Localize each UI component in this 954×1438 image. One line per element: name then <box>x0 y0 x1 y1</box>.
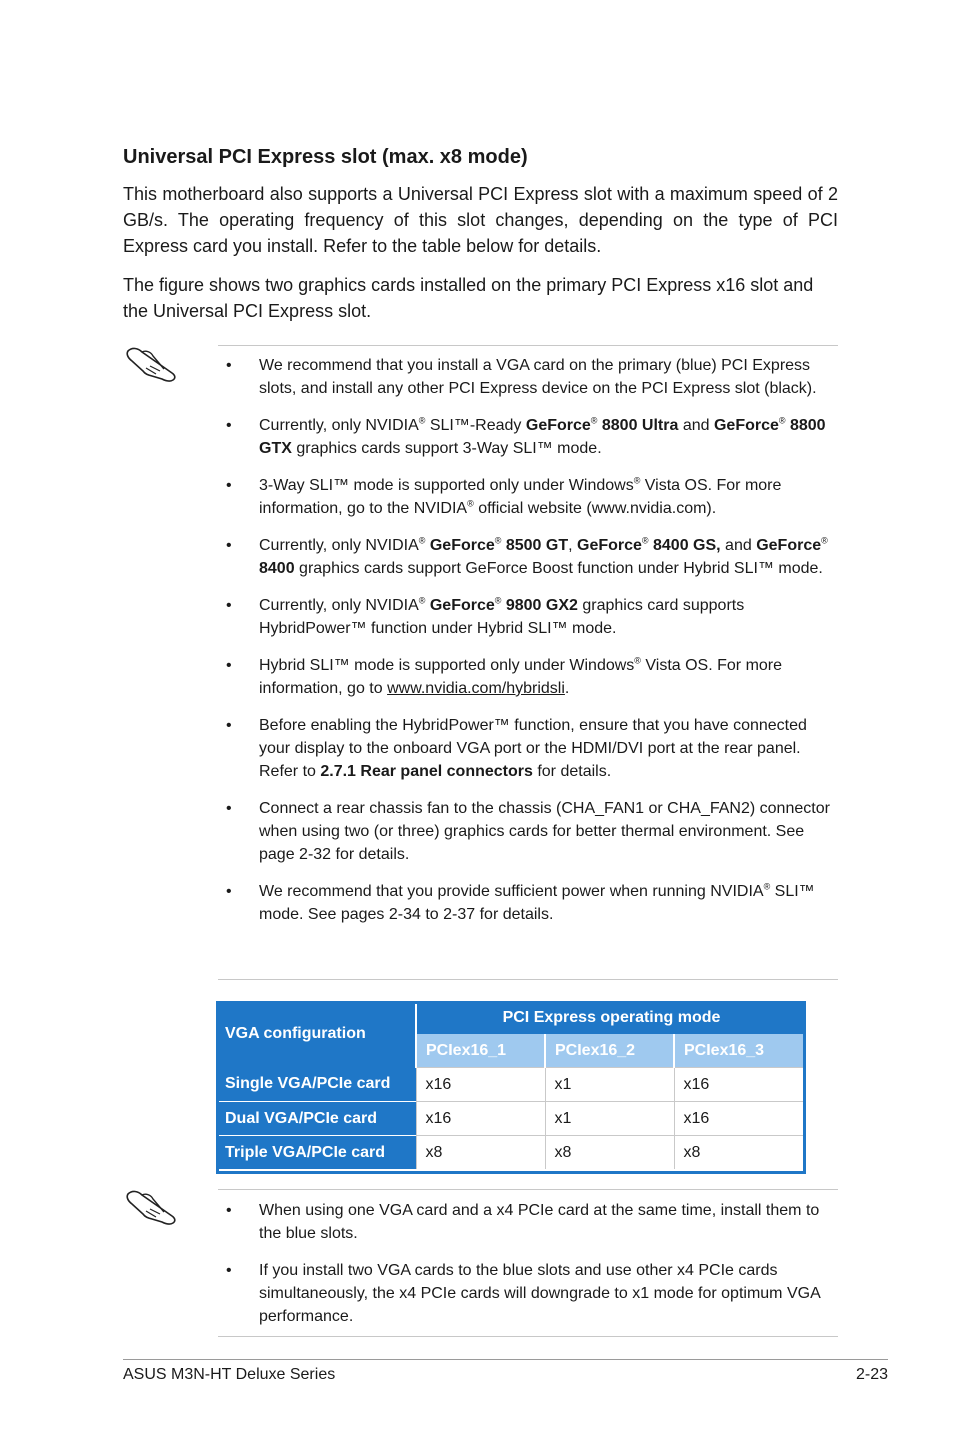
list-item: • Currently, only NVIDIA® SLI™-Ready GeForce® 8800 Ultra and GeForce® 8800 GTX graphics cards support 3-Way SLI™ mode. <box>226 415 826 457</box>
section-heading: Universal PCI Express slot (max. x8 mode) <box>123 146 528 168</box>
col-header: PCIex16_3 <box>674 1034 806 1068</box>
list-item: • 3-Way SLI™ mode is supported only under Windows® Vista OS. For more information, go to the NVIDIA® official website (www.nvidia.com). <box>226 475 782 517</box>
figure-paragraph: The figure shows two graphics cards installed on the primary PCI Express x16 slot and the Universal PCI Express slot. <box>123 275 814 321</box>
table-cell: x8 <box>545 1136 674 1170</box>
row-header: Dual VGA/PCIe card <box>216 1102 416 1136</box>
list-item: • Currently, only NVIDIA® GeForce® 9800 GX2 graphics card supports HybridPower™ function under Hybrid SLI™ mode. <box>226 595 745 637</box>
pcie-mode-table <box>216 1001 806 1169</box>
footer-product: ASUS M3N-HT Deluxe Series <box>123 1366 336 1383</box>
table-row <box>216 1136 806 1170</box>
table-cell: x16 <box>674 1068 806 1102</box>
list-item: • We recommend that you install a VGA card on the primary (blue) PCI Express slots, and install any other PCI Express device on the PCI Express slot (black). <box>226 357 817 397</box>
pointing-hand-icon <box>126 1186 180 1226</box>
intro-paragraph: This motherboard also supports a Universal PCI Express slot with a maximum speed of 2 GB/s. The operating frequency of this slot changes, depending on the type of PCI Express card you install. Refer to the table below for details. <box>123 184 838 256</box>
col-header: PCIex16_2 <box>545 1034 674 1068</box>
list-item: • Currently, only NVIDIA® GeForce® 8500 GT, GeForce® 8400 GS, and GeForce® 8400 graphics cards support GeForce Boost function under Hybrid SLI™ mode. <box>226 535 828 577</box>
row-header: Single VGA/PCIe card <box>216 1068 416 1102</box>
table-row <box>216 1068 806 1102</box>
table-cell: x16 <box>416 1102 545 1136</box>
list-item: • We recommend that you provide sufficient power when running NVIDIA® SLI™ mode. See pages 2-34 to 2-37 for details. <box>226 881 815 923</box>
table-cell: x1 <box>545 1068 674 1102</box>
col-header: PCIex16_1 <box>416 1034 545 1068</box>
list-item: • When using one VGA card and a x4 PCIe card at the same time, install them to the blue slots. <box>226 1202 820 1242</box>
table-cell: x8 <box>416 1136 545 1170</box>
table-cell: x16 <box>674 1102 806 1136</box>
list-item: • Connect a rear chassis fan to the chassis (CHA_FAN1 or CHA_FAN2) connector when using two (or three) graphics cards for better thermal environment. See page 2-32 for details. <box>226 800 830 863</box>
list-item: • Hybrid SLI™ mode is supported only under Windows® Vista OS. For more information, go to www.nvidia.com/hybridsli. <box>226 655 783 697</box>
table-group-header: PCI Express operating mode <box>416 1001 806 1034</box>
page-number: 2-23 <box>855 1366 888 1383</box>
note-box-recommendations <box>218 345 838 980</box>
list-item: • Before enabling the HybridPower™ function, ensure that you have connected your display to the onboard VGA port or the HDMI/DVI port at the rear panel. Refer to 2.7.1 Rear panel connectors for details. <box>226 717 807 780</box>
table-cell: x8 <box>674 1136 806 1170</box>
footer-divider <box>123 1359 888 1360</box>
note-box-pcie <box>218 1189 838 1337</box>
table-corner-header: VGA configuration <box>216 1001 416 1068</box>
pointing-hand-icon <box>126 343 180 383</box>
table-cell: x1 <box>545 1102 674 1136</box>
row-header: Triple VGA/PCIe card <box>216 1136 416 1170</box>
table-row <box>216 1102 806 1136</box>
hybridsli-link[interactable]: www.nvidia.com/hybridsli <box>387 680 565 697</box>
table-cell: x16 <box>416 1068 545 1102</box>
list-item: • If you install two VGA cards to the blue slots and use other x4 PCIe cards simultaneously, the x4 PCIe cards will downgrade to x1 mode for optimum VGA performance. <box>226 1262 820 1325</box>
